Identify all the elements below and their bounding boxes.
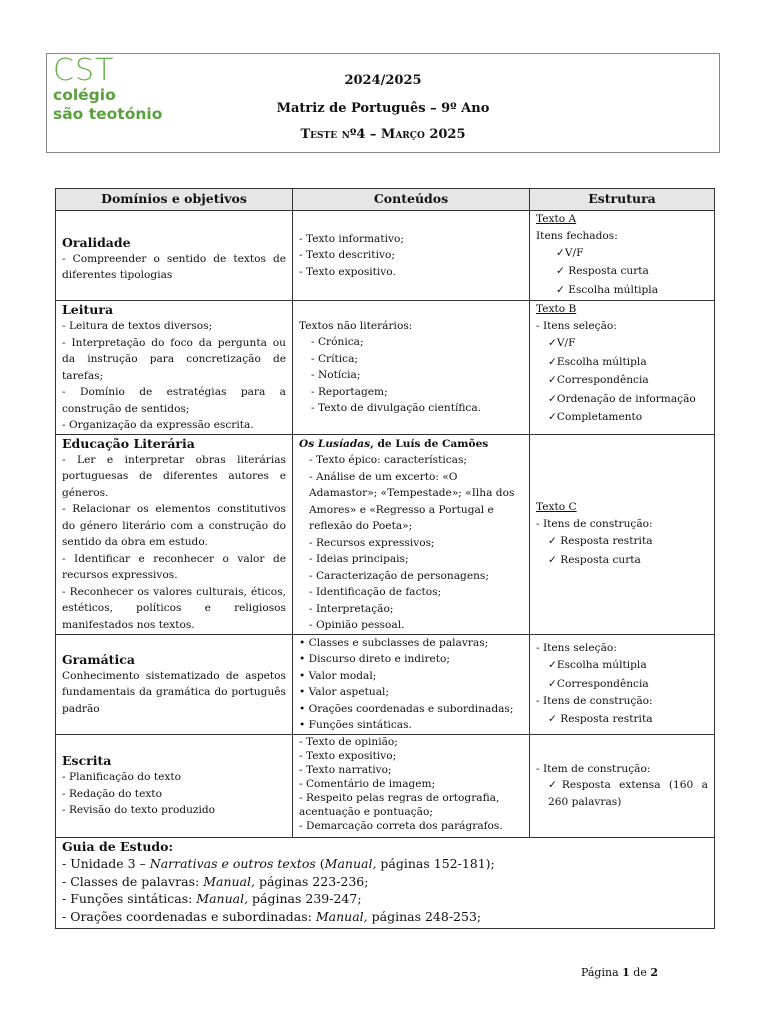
structure-cell (530, 301, 715, 435)
objective-item: - Reconhecer os valores culturais, éticos, estéticos, políticos e religiosos manifestados nos textos. (62, 585, 286, 631)
content-matrix-table (55, 188, 715, 929)
header-domains: Domínios e objetivos (56, 189, 293, 211)
literary-work (299, 436, 523, 453)
guide-text: - Orações coordenadas e subordinadas: (62, 908, 316, 924)
contents-cell (293, 434, 530, 634)
guide-text: - Funções sintáticas: (62, 891, 197, 906)
guide-text: páginas 239-247; (248, 891, 362, 906)
domain-title: Escrita (62, 753, 112, 769)
structure-item: - Itens seleção: (536, 641, 617, 654)
table-row (56, 734, 715, 837)
domain-cell (56, 434, 293, 634)
objective-item: - Domínio de estratégias para a construção de sentidos; (62, 386, 286, 415)
logo-line-2: são teotónio (53, 105, 163, 123)
structure-item: - Itens de construção: (536, 517, 653, 530)
structure-item: ✓ Resposta restrita (548, 712, 653, 725)
guide-italic: Narrativas e outros textos (149, 856, 316, 871)
objective-item: - Revisão do texto produzido (62, 804, 216, 817)
content-item: - Crónica; (311, 336, 364, 349)
structure-item: ✓Ordenação de informação (548, 392, 696, 405)
current-page: 1 (622, 966, 630, 979)
table-row (56, 434, 715, 634)
domain-title: Educação Literária (62, 435, 195, 451)
header-contents: Conteúdos (293, 189, 530, 211)
study-guide-item (62, 873, 708, 891)
study-guide-cell (56, 837, 715, 928)
domain-title: Gramática (62, 651, 135, 667)
structure-item: ✓ Escolha múltipla (556, 284, 659, 296)
structure-item: ✓Resposta extensa (160 a 260 palavras) (548, 779, 708, 808)
structure-cell (530, 734, 715, 837)
objective-item: Conhecimento sistematizado de aspetos fundamentais da gramática do português padrão (62, 669, 286, 715)
total-pages: 2 (650, 966, 658, 979)
study-guide-title: Guia de Estudo: (62, 838, 174, 854)
content-item: - Identificação de factos; (309, 586, 442, 598)
page-number (581, 966, 658, 979)
structure-item: ✓V/F (548, 337, 576, 349)
objective-item: - Compreender o sentido de textos de diferentes tipologias (62, 252, 286, 281)
of-word: de (633, 966, 647, 979)
guide-text: - Classes de palavras: (62, 873, 204, 889)
contents-cell (293, 734, 530, 837)
structure-item: - Item de construção: (536, 762, 651, 775)
test-year: 2025 (429, 127, 466, 142)
test-subtitle (47, 127, 719, 142)
objective-item: - Interpretação do foco da pergunta ou da instrução para concretização de tarefas; (62, 336, 286, 382)
work-author: , de Luís de Camões (370, 437, 489, 450)
content-item: - Crítica; (311, 352, 358, 365)
guide-text: ( (315, 856, 325, 871)
guide-italic: Manual, (315, 908, 368, 924)
logo-cst: CST (53, 53, 115, 88)
domain-title: Oralidade (62, 234, 131, 250)
structure-item: ✓Escolha múltipla (548, 659, 647, 672)
content-item: - Análise de um excerto: «O Adamastor»; «Tempestade»; «Ilha dos Amores» e «Regresso a Portugal e reflexão do Poeta»; (309, 470, 515, 532)
content-item: - Texto de opinião; (299, 735, 398, 748)
structure-item: ✓Completamento (548, 411, 643, 423)
content-item: • Valor modal; (299, 669, 377, 682)
document-title: Matriz de Português – 9º Ano (276, 101, 490, 116)
header-structure: Estrutura (530, 189, 715, 211)
objective-item: - Redação do texto (62, 787, 162, 800)
structure-cell (530, 434, 715, 634)
content-item: - Respeito pelas regras de ortografia, acentuação e pontuação; (299, 791, 500, 818)
content-item: - Caracterização de personagens; (309, 569, 489, 582)
objective-item: - Identificar e reconhecer o valor de recursos expressivos. (62, 552, 286, 581)
study-guide-row (56, 837, 715, 928)
objective-item: - Ler e interpretar obras literárias portuguesas de diferentes autores e géneros. (62, 453, 286, 499)
guide-italic: Manual, (196, 891, 249, 906)
content-item: - Texto épico: características; (309, 454, 468, 466)
objective-item: - Planificação do texto (62, 771, 181, 784)
structure-title: Texto A (536, 213, 577, 225)
structure-title: Texto B (536, 303, 577, 315)
structure-cell (530, 211, 715, 301)
content-item: - Demarcação correta dos parágrafos. (299, 819, 503, 832)
content-item: - Texto narrativo; (299, 763, 392, 776)
contents-cell (293, 301, 530, 435)
guide-text: páginas 152-181); (376, 856, 495, 871)
content-item: - Opinião pessoal. (309, 619, 405, 631)
content-item: - Notícia; (311, 369, 361, 382)
study-guide-item (62, 890, 708, 908)
school-year: 2024/2025 (344, 73, 422, 88)
guide-text: páginas 248-253; (367, 908, 482, 924)
structure-item: ✓ Resposta restrita (548, 535, 653, 547)
table-row (56, 634, 715, 734)
structure-item: ✓ Resposta curta (556, 265, 649, 277)
structure-cell (530, 634, 715, 734)
document-header (46, 53, 720, 153)
content-item: - Texto descritivo; (299, 249, 395, 262)
content-item: • Classes e subclasses de palavras; (299, 636, 489, 649)
logo-line-1: colégio (53, 86, 116, 104)
guide-text: - Unidade 3 – (62, 856, 150, 871)
contents-cell (293, 634, 530, 734)
structure-item: - Itens seleção: (536, 319, 617, 332)
guide-italic: Manual, (324, 856, 377, 871)
domain-title: Leitura (62, 302, 114, 317)
domain-cell (56, 634, 293, 734)
guide-italic: Manual, (203, 873, 255, 889)
content-item: - Interpretação; (309, 602, 394, 615)
domain-cell (56, 734, 293, 837)
content-item: • Orações coordenadas e subordinadas; (299, 702, 514, 715)
objective-item: - Leitura de textos diversos; (62, 320, 213, 332)
table-row (56, 211, 715, 301)
guide-text: páginas 223-236; (254, 873, 369, 889)
content-item: • Valor aspetual; (299, 686, 389, 698)
content-item: • Funções sintáticas. (299, 719, 412, 731)
study-guide-item (62, 855, 708, 873)
content-item: • Discurso direto e indireto; (299, 653, 450, 665)
page-word: Página (580, 966, 619, 979)
content-item: - Texto informativo; (299, 232, 404, 245)
content-item: - Recursos expressivos; (309, 536, 435, 549)
objective-item: - Organização da expressão escrita. (62, 419, 254, 431)
work-title: Os Lusíadas (299, 437, 371, 450)
study-guide-item (62, 908, 708, 926)
table-row (56, 301, 715, 435)
table-header-row (56, 189, 715, 211)
structure-title: Texto C (536, 501, 577, 513)
content-item: - Ideias principais; (309, 553, 409, 565)
objective-item: - Relacionar os elementos constitutivos do género literário com a construção do sentido da obra em estudo. (62, 503, 286, 548)
content-item: - Reportagem; (311, 385, 388, 398)
structure-item: ✓Correspondência (548, 677, 649, 690)
test-label: Teste nº4 – Março (300, 127, 425, 142)
structure-item: ✓Correspondência (548, 374, 649, 386)
domain-cell (56, 211, 293, 301)
domain-cell (56, 301, 293, 435)
content-item: - Texto expositivo. (299, 265, 396, 278)
structure-item: ✓ Resposta curta (548, 553, 641, 566)
content-item: - Comentário de imagem; (299, 777, 436, 790)
structure-item: - Itens de construção: (536, 695, 653, 708)
structure-item: ✓V/F (556, 247, 584, 259)
contents-intro: Textos não literários: (299, 319, 413, 332)
contents-cell (293, 211, 530, 301)
content-item: - Texto de divulgação científica. (311, 402, 482, 415)
structure-item: ✓Escolha múltipla (548, 355, 647, 368)
structure-item: Itens fechados: (536, 229, 618, 242)
content-item: - Texto expositivo; (299, 749, 397, 762)
